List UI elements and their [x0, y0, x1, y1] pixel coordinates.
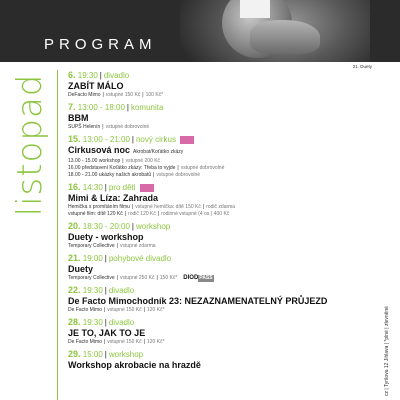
month-label	[12, 70, 48, 220]
event-detail	[68, 165, 368, 172]
separator: |	[116, 275, 118, 281]
detail-entry: vstupné dobrovolné	[180, 165, 225, 171]
detail-price: rodič zdarma	[206, 204, 236, 210]
event-day: 16.	[68, 182, 81, 192]
separator: |	[99, 71, 102, 80]
detail-entry: vstupné dobrovolné	[156, 172, 201, 178]
event-meta	[68, 285, 368, 296]
separator: |	[131, 204, 134, 210]
event-day: 7.	[68, 102, 76, 112]
detail-org: vstupné film: dítě 120 Kč	[68, 211, 123, 217]
detail-entry: vstupné 150 Kč	[105, 92, 141, 98]
event-detail	[68, 243, 368, 250]
event-time: 19:30	[82, 286, 103, 295]
detail-entry: vstupné 200 Kč	[125, 158, 161, 164]
event-meta	[68, 182, 368, 193]
event-meta	[68, 102, 368, 113]
separator: |	[102, 92, 104, 98]
event-title: JE TO, JAK TO JE	[68, 328, 146, 338]
event-time: 19:30	[77, 71, 98, 80]
festival-badge-icon	[140, 184, 154, 192]
separator: |	[153, 172, 155, 178]
detail-price: 120 Kč*	[147, 339, 165, 345]
event-tag: pohybové divadlo	[108, 254, 172, 263]
event-tag: nový cirkus	[135, 135, 176, 144]
detail-entry: vstupné hemička: dítě 150 Kč	[135, 204, 201, 210]
detail-org: 18.00 - 21.00 ukázky našich akrobatů	[68, 172, 152, 178]
separator: |	[143, 339, 145, 345]
event-detail	[68, 124, 368, 131]
event-item	[68, 182, 368, 218]
event-day: 29.	[68, 349, 81, 359]
event-detail	[68, 158, 368, 165]
event-detail	[68, 339, 368, 346]
event-meta	[68, 70, 368, 81]
event-time: 15:00	[82, 350, 103, 359]
event-name	[68, 193, 368, 204]
event-item	[68, 221, 368, 250]
detail-org: Temporary Collective	[68, 243, 115, 249]
detail-entry: vstupné dobrovolné	[105, 124, 150, 130]
detail-org: 16.00 představení Koťátko zkázy: Třeba to vyjde	[68, 165, 176, 171]
event-time: 14:30	[82, 183, 103, 192]
event-meta	[68, 317, 368, 328]
event-item	[68, 134, 368, 179]
event-subtitle: Akrobat/Koťátko zkázy	[133, 149, 184, 155]
event-detail	[68, 92, 368, 99]
event-detail	[68, 275, 368, 282]
diod-pass: PASS	[199, 275, 213, 281]
event-meta	[68, 253, 368, 264]
event-detail	[68, 307, 368, 314]
event-item	[68, 285, 368, 314]
event-tag: divadlo	[103, 71, 130, 80]
diod-text: DIOD	[183, 275, 199, 281]
event-title: Cirkusová noc	[68, 145, 131, 155]
event-item	[68, 70, 368, 99]
festival-badge-icon	[180, 136, 194, 144]
event-day: 22.	[68, 285, 81, 295]
event-name	[68, 328, 368, 339]
event-title: Workshop akrobacie na hrazdě	[68, 360, 201, 370]
event-tag: workshop	[108, 350, 144, 359]
detail-org: Temporary Collective	[68, 275, 115, 281]
event-tag: komunita	[130, 103, 164, 112]
address-note: cz | Tyršova 12 Jihlava | *plné | zlevněné	[384, 306, 390, 396]
event-time: 19:30	[82, 318, 103, 327]
detail-price: 120 Kč*	[147, 307, 165, 313]
event-title: De Facto Mimochodník 23: NEZAZNAMENATELNÝ PRŮJEZD	[68, 296, 328, 306]
header-photo-hand	[250, 20, 320, 54]
event-day: 15.	[68, 134, 81, 144]
event-title: Mimi & Líza: Zahrada	[68, 193, 159, 203]
event-item	[68, 253, 368, 282]
detail-price: 100 Kč*	[145, 92, 164, 98]
event-detail	[68, 172, 368, 179]
page-title: PROGRAM	[44, 36, 157, 53]
event-title: Duety	[68, 264, 94, 274]
event-tag: workshop	[135, 222, 171, 231]
separator: |	[103, 339, 106, 345]
separator: |	[103, 307, 106, 313]
event-meta	[68, 221, 368, 232]
event-tag: divadlo	[108, 286, 135, 295]
detail-org: DeFacto Mimo	[68, 92, 101, 98]
event-name	[68, 113, 368, 124]
separator: |	[104, 254, 107, 263]
event-day: 20.	[68, 221, 81, 231]
event-detail	[68, 211, 368, 218]
photo-caption: 21. Duety	[352, 64, 372, 69]
event-tag: pro děti	[108, 183, 136, 192]
separator: |	[124, 211, 127, 217]
separator: |	[122, 158, 124, 164]
event-time: 13:00 - 18:00	[77, 103, 125, 112]
detail-entry: vstupné zdarma	[120, 243, 156, 249]
event-detail	[68, 204, 368, 211]
event-tag: divadlo	[108, 318, 135, 327]
detail-price: rodinné vstupné (4 os.) 400 Kč	[161, 211, 230, 217]
separator: |	[116, 243, 118, 249]
detail-price: 150 Kč*	[159, 275, 178, 281]
detail-org: 13.00 - 15.00 workshop	[68, 158, 121, 164]
event-name	[68, 360, 368, 371]
separator: |	[156, 275, 158, 281]
event-time: 13:00 - 21:00	[82, 135, 130, 144]
detail-entry: vstupné 250 Kč	[120, 275, 155, 281]
event-meta	[68, 349, 368, 360]
event-item	[68, 102, 368, 131]
detail-entry: rodič 120 Kč	[128, 211, 156, 217]
separator: |	[104, 318, 107, 327]
event-day: 21.	[68, 253, 81, 263]
event-name	[68, 232, 368, 243]
event-day: 28.	[68, 317, 81, 327]
event-name	[68, 81, 368, 92]
event-title: BBM	[68, 113, 89, 123]
month-text: listopad	[10, 73, 50, 217]
detail-entry: vstupné 150 Kč	[107, 307, 142, 313]
event-item	[68, 349, 368, 371]
header-logo-block	[240, 0, 270, 18]
separator: |	[143, 307, 145, 313]
separator: |	[104, 183, 107, 192]
detail-org: De Facto Mimo	[68, 307, 102, 313]
diod-logo	[183, 275, 213, 281]
divider-line	[57, 70, 58, 400]
header-banner	[0, 0, 400, 62]
separator: |	[102, 124, 104, 130]
detail-entry: vstupné 150 Kč	[107, 339, 142, 345]
event-name	[68, 145, 368, 158]
event-time: 19:00	[82, 254, 103, 263]
event-name	[68, 296, 368, 307]
event-item	[68, 317, 368, 346]
separator: |	[202, 204, 205, 210]
separator: |	[177, 165, 179, 171]
event-title: ZABÍT MÁLO	[68, 81, 124, 91]
separator: |	[104, 286, 107, 295]
separator: |	[104, 350, 107, 359]
detail-org: Hemička s promítáním filmu	[68, 204, 130, 210]
event-day: 6.	[68, 70, 76, 80]
separator: |	[142, 92, 144, 98]
detail-org: De Facto Mimo	[68, 339, 102, 345]
event-title: Duety - workshop	[68, 232, 144, 242]
event-meta	[68, 134, 368, 145]
event-time: 18:30 - 20:00	[82, 222, 130, 231]
separator: |	[126, 103, 129, 112]
separator: |	[157, 211, 160, 217]
event-list	[68, 70, 368, 374]
detail-org: SUPŠ Helenín	[68, 124, 101, 130]
separator: |	[131, 135, 134, 144]
separator: |	[131, 222, 134, 231]
event-name	[68, 264, 368, 275]
